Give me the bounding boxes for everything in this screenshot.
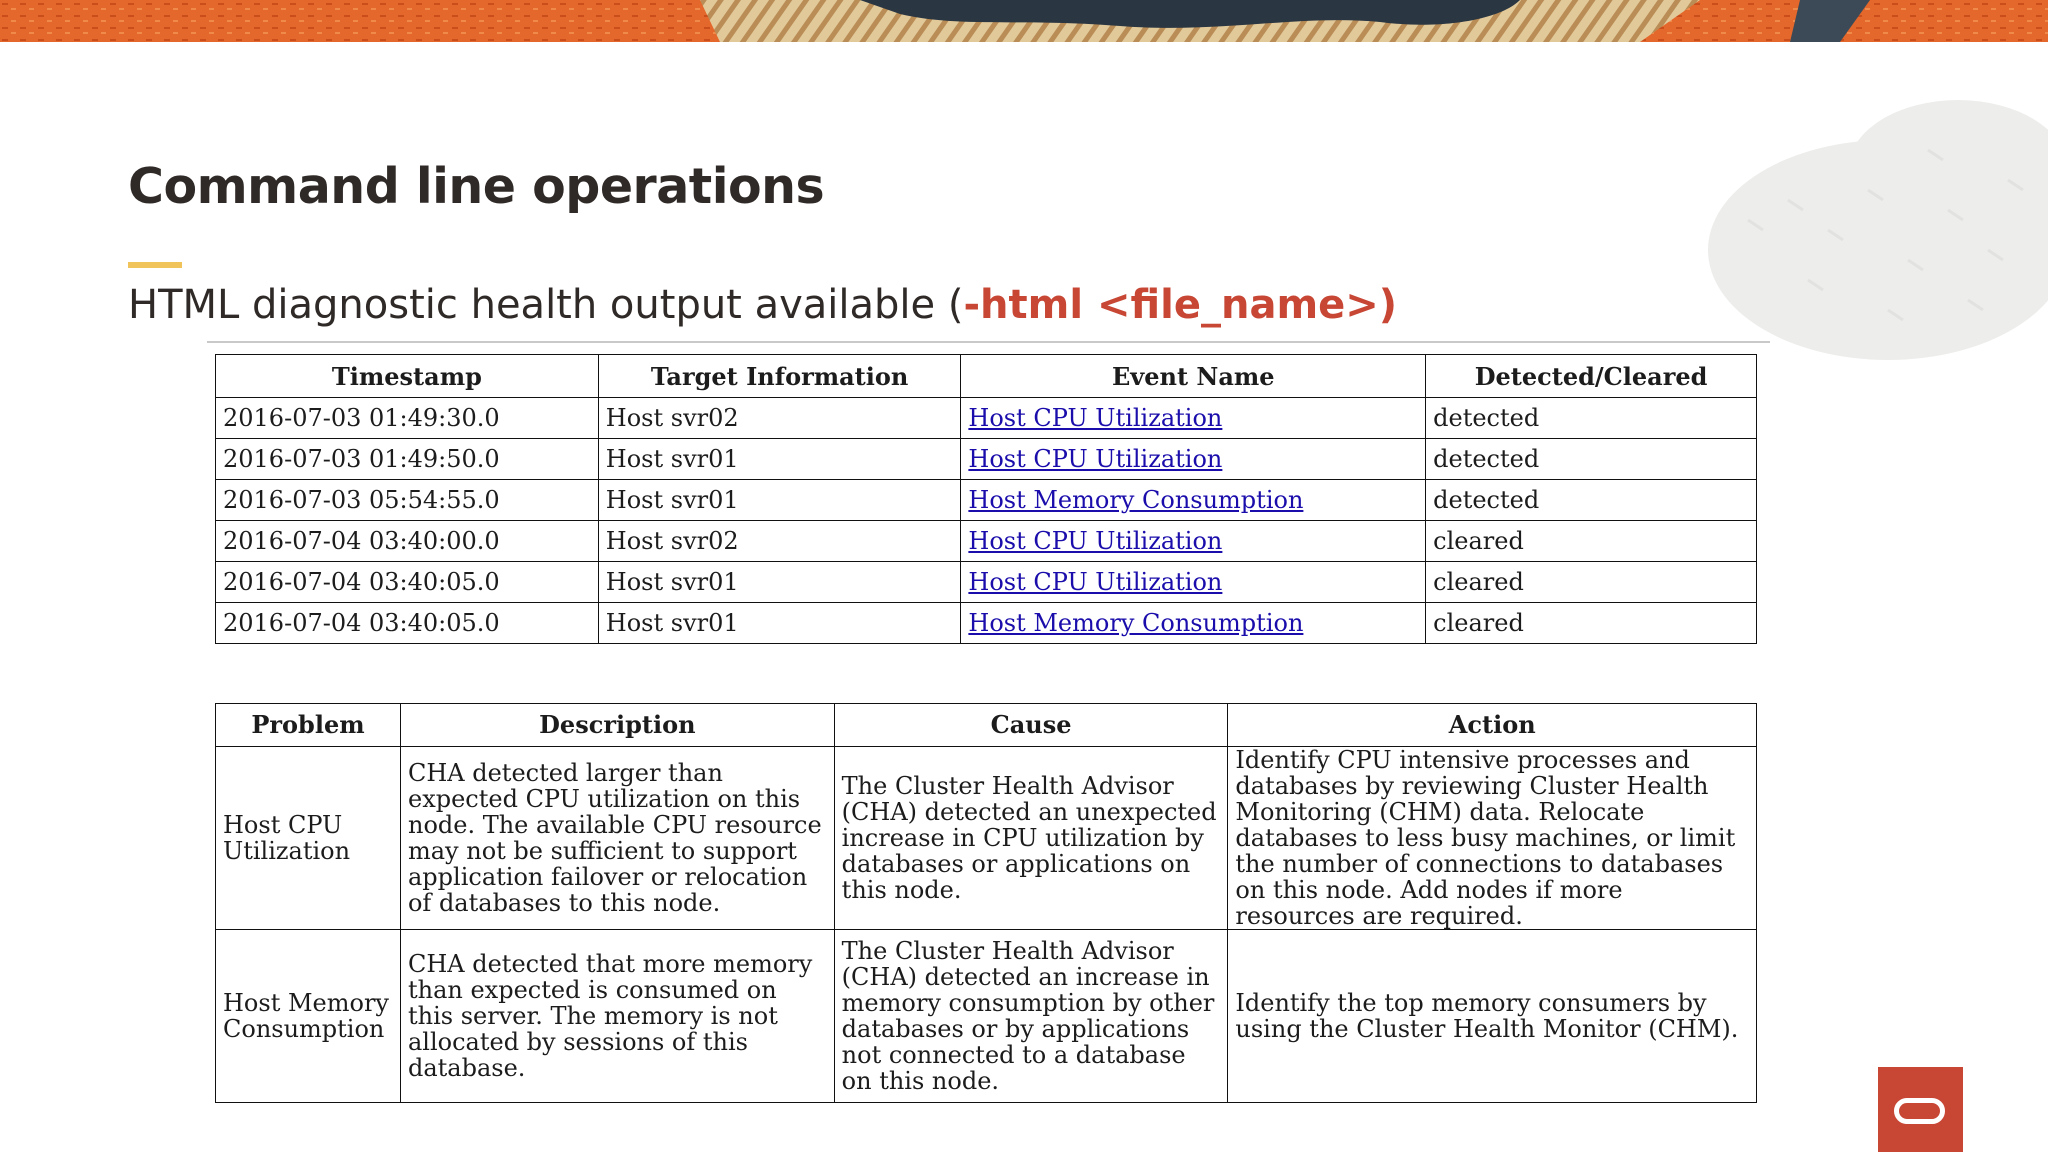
cause-cell: The Cluster Health Advisor (CHA) detected an increase in memory consumption by other databases or by applications not connected to a database on this node. [834,930,1228,1103]
target-cell: Host svr01 [598,603,961,644]
header-timestamp: Timestamp [216,355,599,398]
table-row [216,930,1757,1103]
target-cell: Host svr01 [598,562,961,603]
status-cell: cleared [1426,521,1757,562]
table-row [216,562,1757,603]
cause-cell: The Cluster Health Advisor (CHA) detected an unexpected increase in CPU utilization by databases or applications on this node. [834,747,1228,930]
problem-cell: Host Memory Consumption [216,930,401,1103]
table-row [216,480,1757,521]
event-name-link[interactable]: Host Memory Consumption [961,480,1426,521]
target-cell: Host svr01 [598,439,961,480]
timestamp-cell: 2016-07-04 03:40:05.0 [216,562,599,603]
problem-cell: Host CPU Utilization [216,747,401,930]
problems-header-row [216,704,1757,747]
events-header-row [216,355,1757,398]
event-name-link[interactable]: Host CPU Utilization [961,398,1426,439]
status-cell: cleared [1426,603,1757,644]
decorative-top-banner [0,0,2048,42]
target-cell: Host svr02 [598,398,961,439]
subtitle-text: HTML diagnostic health output available ( [128,282,964,328]
header-target-information: Target Information [598,355,961,398]
problems-table [215,703,1757,1103]
timestamp-cell: 2016-07-04 03:40:00.0 [216,521,599,562]
event-name-link[interactable]: Host Memory Consumption [961,603,1426,644]
header-problem: Problem [216,704,401,747]
table-row [216,398,1757,439]
timestamp-cell: 2016-07-03 05:54:55.0 [216,480,599,521]
action-cell: Identify CPU intensive processes and databases by reviewing Cluster Health Monitoring (CHM) data. Relocate databases to less busy machines, or limit the number of connections to databases on this node. Add nodes if more resources are required. [1228,747,1757,930]
table-row [216,603,1757,644]
table-row [216,521,1757,562]
header-action: Action [1228,704,1757,747]
header-detected-cleared: Detected/Cleared [1426,355,1757,398]
event-name-link[interactable]: Host CPU Utilization [961,521,1426,562]
event-name-link[interactable]: Host CPU Utilization [961,562,1426,603]
description-cell: CHA detected that more memory than expected is consumed on this server. The memory is not allocated by sessions of this database. [400,930,834,1103]
description-cell: CHA detected larger than expected CPU utilization on this node. The available CPU resource may not be sufficient to support application failover or relocation of databases to this node. [400,747,834,930]
timestamp-cell: 2016-07-03 01:49:30.0 [216,398,599,439]
table-row [216,439,1757,480]
timestamp-cell: 2016-07-04 03:40:05.0 [216,603,599,644]
logo-ring-shape [1894,1098,1945,1124]
status-cell: detected [1426,439,1757,480]
status-cell: detected [1426,398,1757,439]
status-cell: cleared [1426,562,1757,603]
status-cell: detected [1426,480,1757,521]
timestamp-cell: 2016-07-03 01:49:50.0 [216,439,599,480]
subtitle-command: -html <file_name>) [963,282,1398,328]
oracle-ring-logo-icon [1878,1067,1963,1152]
target-cell: Host svr02 [598,521,961,562]
separator-line [207,341,1770,343]
header-description: Description [400,704,834,747]
title-accent-rule [128,262,182,268]
header-event-name: Event Name [961,355,1426,398]
table-row [216,747,1757,930]
action-cell: Identify the top memory consumers by using the Cluster Health Monitor (CHM). [1228,930,1757,1103]
event-name-link[interactable]: Host CPU Utilization [961,439,1426,480]
slide-subtitle [128,282,1397,328]
events-table [215,354,1757,644]
target-cell: Host svr01 [598,480,961,521]
header-cause: Cause [834,704,1228,747]
slide-title: Command line operations [128,158,825,215]
